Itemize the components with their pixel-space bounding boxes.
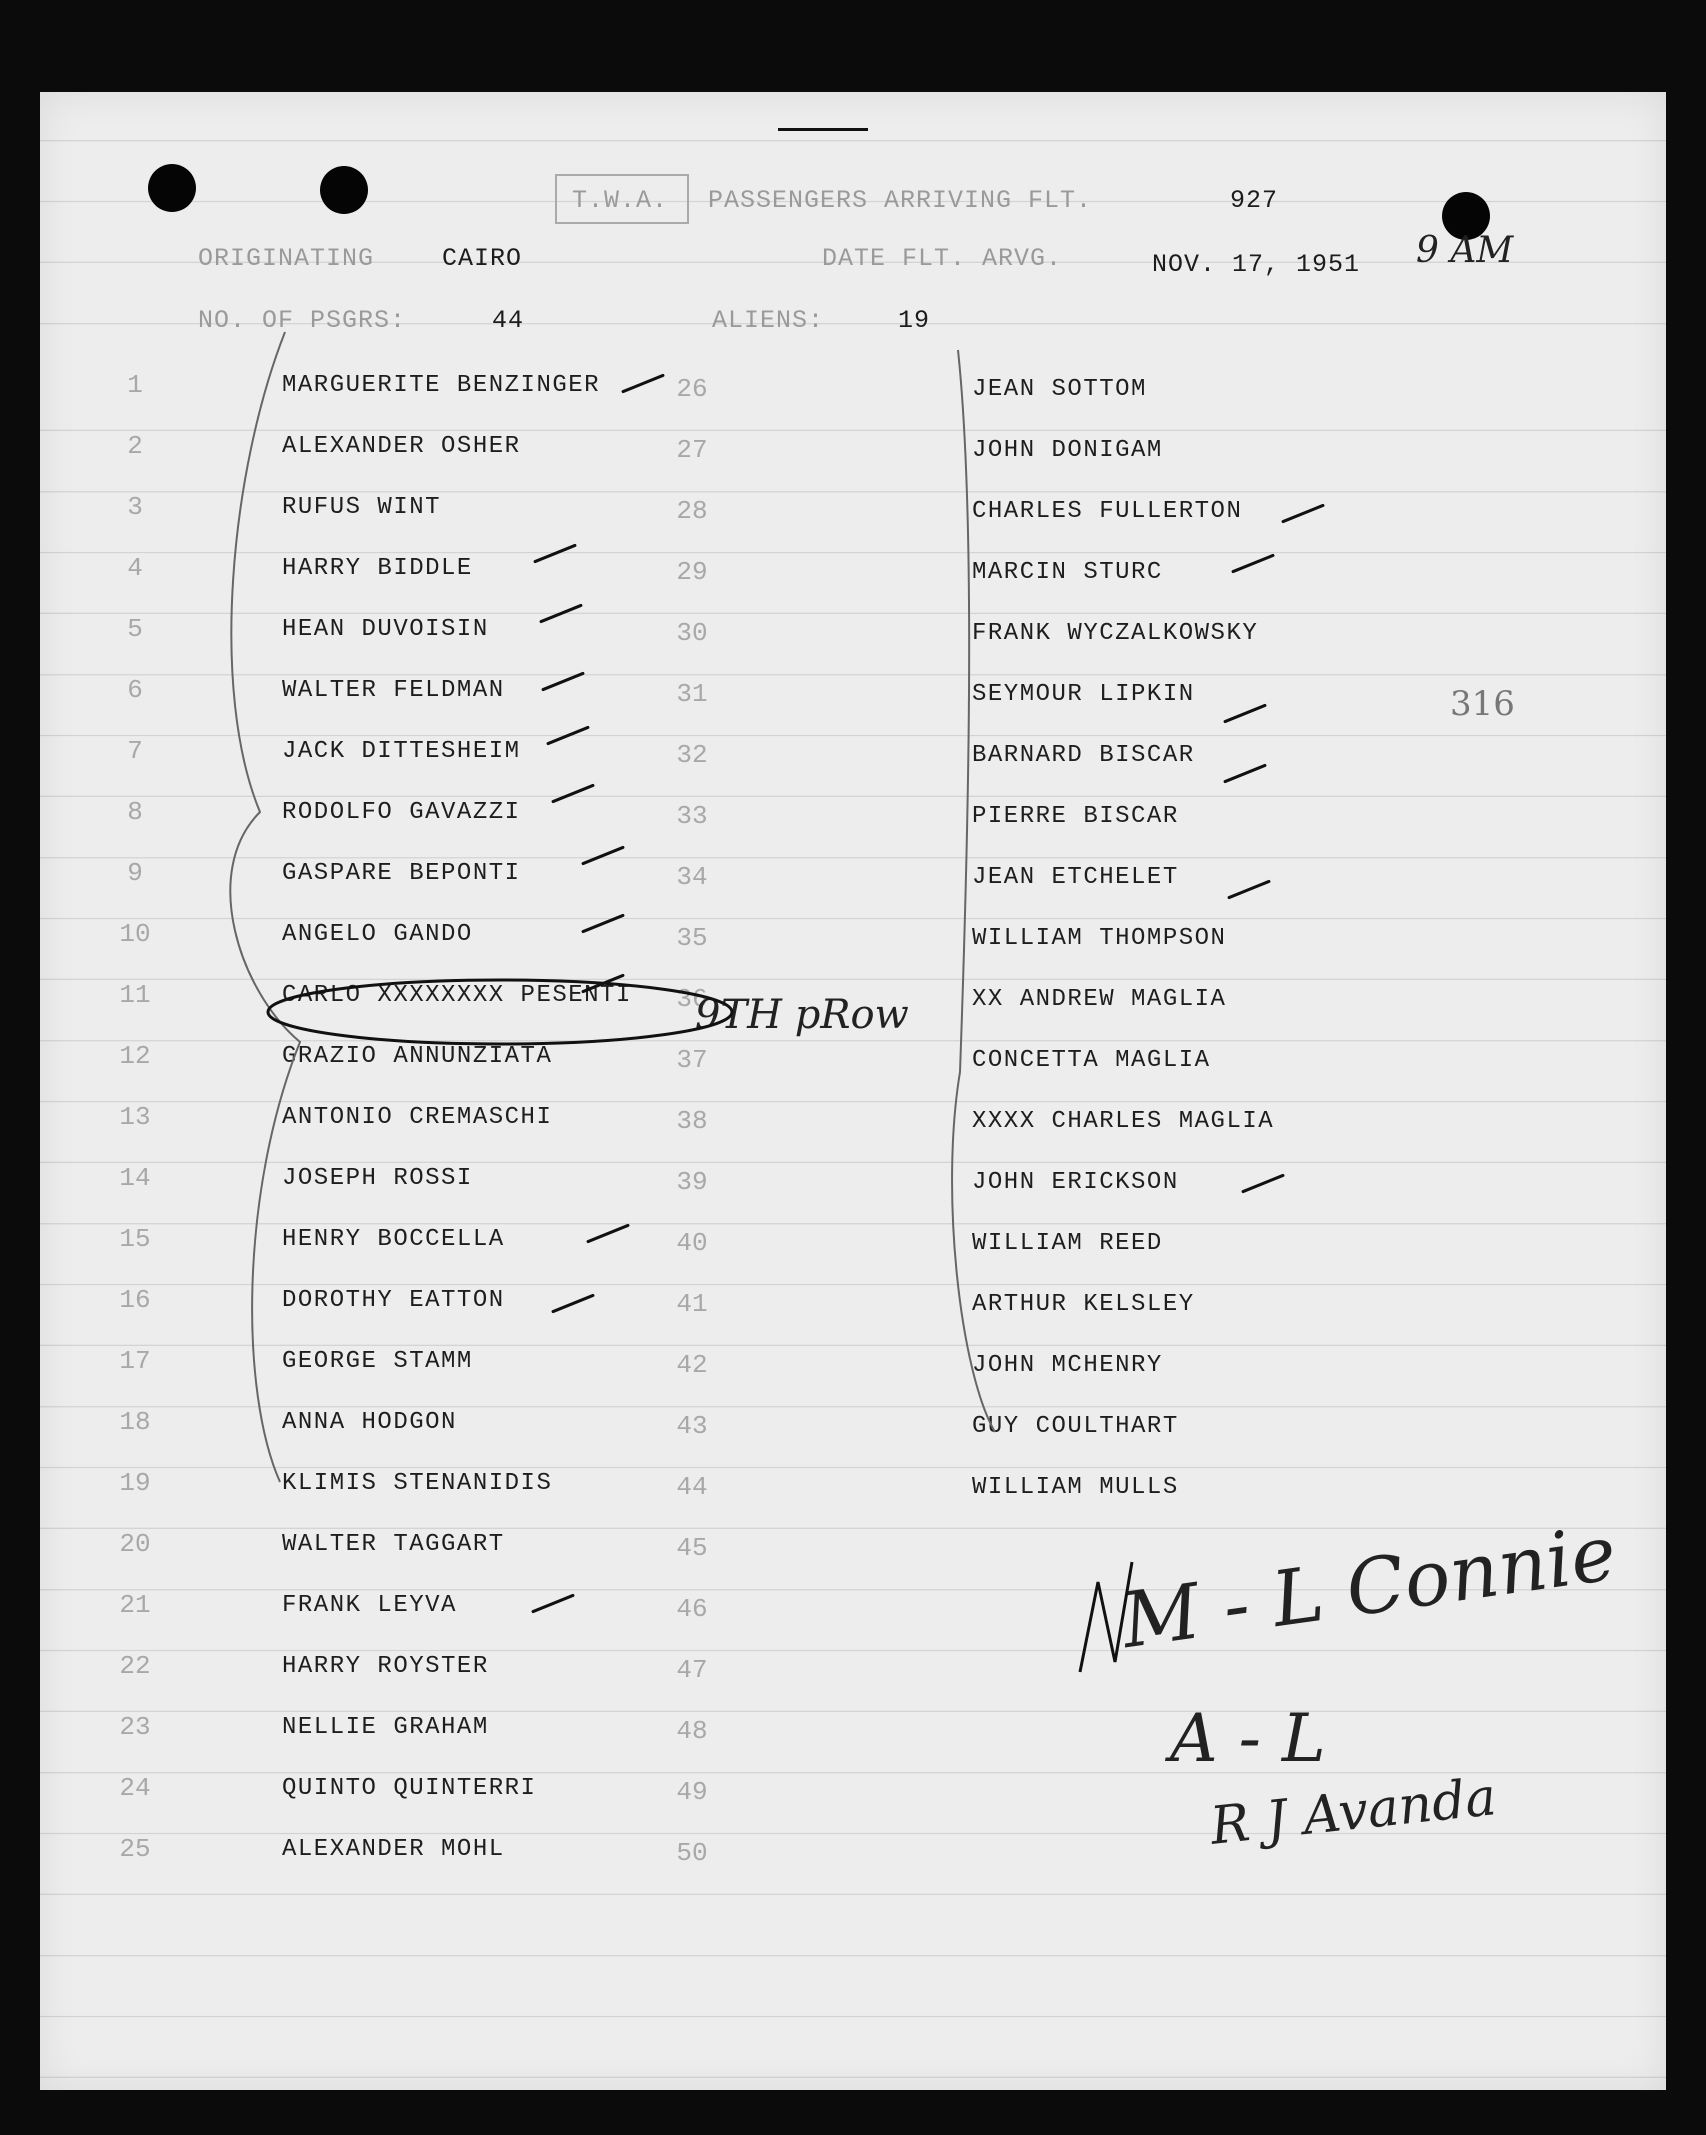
row-number: 24 [119, 1773, 151, 1803]
passenger-name: SEYMOUR LIPKIN [972, 681, 1195, 708]
passenger-name: CARLO XXXXXXXX PESENTI [282, 982, 632, 1009]
passenger-name: XXXX CHARLES MAGLIA [972, 1108, 1275, 1135]
passenger-name: HENRY BOCCELLA [282, 1226, 505, 1253]
pencil-marks [40, 92, 1666, 2090]
time-handwritten: 9 AM [1416, 230, 1514, 271]
passenger-name: JEAN SOTTOM [972, 376, 1147, 403]
row-number: 46 [676, 1594, 708, 1624]
row-number: 31 [676, 679, 708, 709]
row-number: 22 [119, 1651, 151, 1681]
row-number: 15 [119, 1224, 151, 1254]
aliens-value: 19 [898, 306, 931, 335]
passenger-name: RUFUS WINT [282, 494, 442, 521]
passenger-name: BARNARD BISCAR [972, 742, 1195, 769]
row11-handwritten-note: 9TH pRow [695, 992, 909, 1038]
row-number: 39 [676, 1167, 708, 1197]
row-number: 18 [119, 1407, 151, 1437]
date-value: NOV. 17, 1951 [1152, 250, 1361, 279]
psgrs-label: NO. OF PSGRS: [198, 306, 407, 335]
row-number: 50 [676, 1838, 708, 1868]
passenger-name: PIERRE BISCAR [972, 803, 1179, 830]
passenger-name: CHARLES FULLERTON [972, 498, 1243, 525]
row-number: 14 [119, 1163, 151, 1193]
signature-line-3: R J Avanda [1207, 1767, 1500, 1857]
originating-value: CAIRO [442, 244, 523, 273]
passenger-name: NELLIE GRAHAM [282, 1714, 489, 1741]
row-number: 44 [676, 1472, 708, 1502]
row-number: 37 [676, 1045, 708, 1075]
passenger-name: GRAZIO ANNUNZIATA [282, 1043, 553, 1070]
row-number: 25 [119, 1834, 151, 1864]
passenger-name: ARTHUR KELSLEY [972, 1291, 1195, 1318]
passenger-name: XX ANDREW MAGLIA [972, 986, 1227, 1013]
row-number: 29 [676, 557, 708, 587]
psgrs-value: 44 [492, 306, 525, 335]
passenger-name: ANTONIO CREMASCHI [282, 1104, 553, 1131]
manifest-title: PASSENGERS ARRIVING FLT. [708, 186, 1093, 215]
passenger-name: HARRY BIDDLE [282, 555, 473, 582]
row-number: 5 [127, 614, 143, 644]
passenger-name: MARCIN STURC [972, 559, 1163, 586]
row-number: 9 [127, 858, 143, 888]
signature-line-1: M - L Connie [1116, 1507, 1622, 1666]
passenger-name: WILLIAM REED [972, 1230, 1163, 1257]
passenger-name: JOHN MCHENRY [972, 1352, 1163, 1379]
originating-label: ORIGINATING [198, 244, 375, 273]
row-number: 48 [676, 1716, 708, 1746]
row-number: 27 [676, 435, 708, 465]
row-number: 13 [119, 1102, 151, 1132]
passenger-name: ALEXANDER OSHER [282, 433, 521, 460]
row-number: 36 [676, 984, 708, 1014]
row-number: 16 [119, 1285, 151, 1315]
passenger-name: WALTER TAGGART [282, 1531, 505, 1558]
row-number: 28 [676, 496, 708, 526]
passenger-name: GUY COULTHART [972, 1413, 1179, 1440]
row-number: 23 [119, 1712, 151, 1742]
row-number: 33 [676, 801, 708, 831]
row-number: 35 [676, 923, 708, 953]
passenger-name: DOROTHY EATTON [282, 1287, 505, 1314]
date-label: DATE FLT. ARVG. [822, 244, 1063, 273]
row-number: 6 [127, 675, 143, 705]
row-number: 42 [676, 1350, 708, 1380]
row-number: 38 [676, 1106, 708, 1136]
row-number: 34 [676, 862, 708, 892]
passenger-name: GEORGE STAMM [282, 1348, 473, 1375]
row-number: 30 [676, 618, 708, 648]
row-number: 12 [119, 1041, 151, 1071]
row-number: 8 [127, 797, 143, 827]
passenger-name: ALEXANDER MOHL [282, 1836, 505, 1863]
passenger-name: RODOLFO GAVAZZI [282, 799, 521, 826]
row-number: 45 [676, 1533, 708, 1563]
passenger-name: FRANK WYCZALKOWSKY [972, 620, 1259, 647]
signature-line-2: A - L [1170, 1700, 1326, 1777]
row-number: 4 [127, 553, 143, 583]
row-number: 26 [676, 374, 708, 404]
passenger-name: WILLIAM MULLS [972, 1474, 1179, 1501]
aliens-label: ALIENS: [712, 306, 825, 335]
passenger-name: QUINTO QUINTERRI [282, 1775, 537, 1802]
passenger-name: ANNA HODGON [282, 1409, 457, 1436]
side-number: 316 [1450, 684, 1515, 724]
row-number: 19 [119, 1468, 151, 1498]
passenger-name: GASPARE BEPONTI [282, 860, 521, 887]
row-number: 32 [676, 740, 708, 770]
row-number: 2 [127, 431, 143, 461]
passenger-name: JOHN DONIGAM [972, 437, 1163, 464]
passenger-name: JACK DITTESHEIM [282, 738, 521, 765]
row-number: 43 [676, 1411, 708, 1441]
passenger-name: FRANK LEYVA [282, 1592, 457, 1619]
passenger-name: JOHN ERICKSON [972, 1169, 1179, 1196]
row-number: 10 [119, 919, 151, 949]
passenger-name: JEAN ETCHELET [972, 864, 1179, 891]
passenger-name: ANGELO GANDO [282, 921, 473, 948]
passenger-name: CONCETTA MAGLIA [972, 1047, 1211, 1074]
flight-number: 927 [1230, 186, 1279, 215]
row-number: 47 [676, 1655, 708, 1685]
row-number: 3 [127, 492, 143, 522]
passenger-name: HEAN DUVOISIN [282, 616, 489, 643]
passenger-name: HARRY ROYSTER [282, 1653, 489, 1680]
passenger-name: WILLIAM THOMPSON [972, 925, 1227, 952]
row-number: 41 [676, 1289, 708, 1319]
passenger-name: KLIMIS STENANIDIS [282, 1470, 553, 1497]
row-number: 49 [676, 1777, 708, 1807]
row-number: 20 [119, 1529, 151, 1559]
passenger-name: MARGUERITE BENZINGER [282, 372, 601, 399]
row-number: 40 [676, 1228, 708, 1258]
row-number: 11 [119, 980, 151, 1010]
carrier-label: T.W.A. [572, 186, 669, 215]
row-number: 21 [119, 1590, 151, 1620]
row-number: 17 [119, 1346, 151, 1376]
passenger-name: JOSEPH ROSSI [282, 1165, 473, 1192]
row-number: 1 [127, 370, 143, 400]
row-number: 7 [127, 736, 143, 766]
passenger-name: WALTER FELDMAN [282, 677, 505, 704]
passenger-manifest-page [40, 92, 1666, 2090]
